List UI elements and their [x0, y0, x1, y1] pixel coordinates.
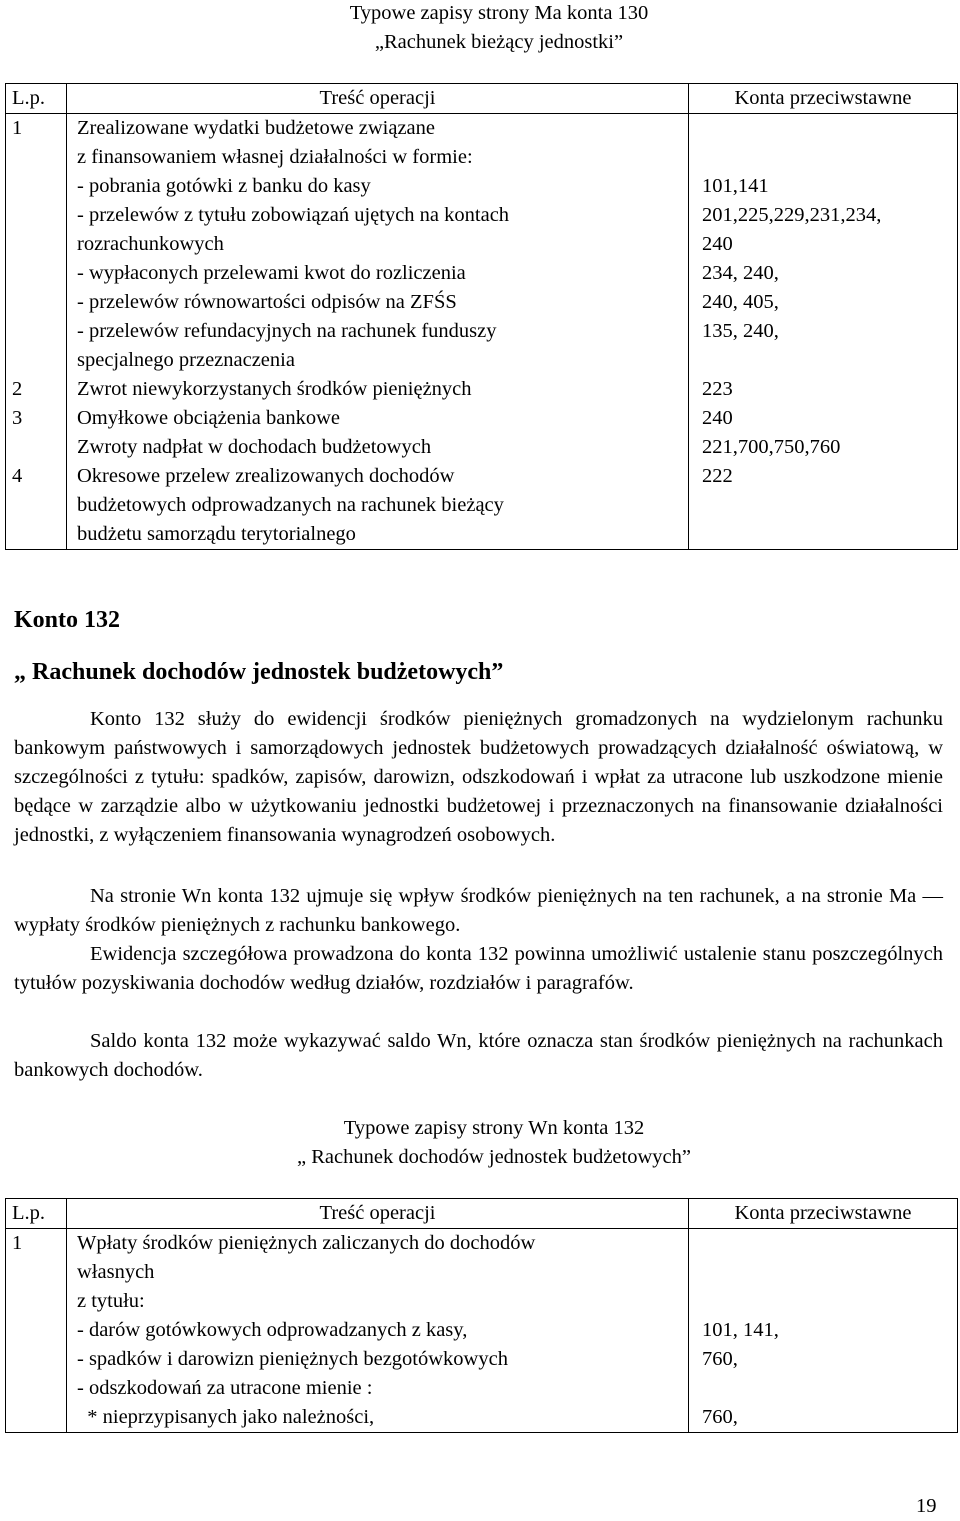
- operations-table-wn-132: [5, 1198, 958, 1433]
- operation-line: budżetowych odprowadzanych na rachunek bieżący: [77, 494, 504, 516]
- paragraph: Saldo konta 132 może wykazywać saldo Wn, które oznacza stan środków pieniężnych na rachunkach bankowych dochodów.: [14, 1030, 943, 1081]
- account-line: 240: [702, 233, 733, 255]
- account-line: 240: [702, 407, 733, 429]
- account-line: 221,700,750,760: [702, 436, 841, 458]
- operation-line: specjalnego przeznaczenia: [77, 349, 295, 371]
- section1-title-line2: „Rachunek bieżący jednostki”: [374, 31, 624, 53]
- account-line: 760,: [702, 1406, 738, 1428]
- lp-column: [6, 114, 67, 550]
- row-number: [12, 1258, 66, 1287]
- account-line: [702, 1258, 957, 1287]
- header-lp: L.p.: [6, 84, 67, 114]
- row-number: [12, 288, 66, 317]
- paragraph: Na stronie Wn konta 132 ujmuje się wpływ środków pieniężnych na ten rachunek, a na stronie Ma — wypłaty środków pieniężnych z rachunku bankowego.: [14, 885, 943, 936]
- operation-line: - przelewów z tytułu zobowiązań ujętych na kontach: [77, 204, 510, 226]
- header-content: Treść operacji: [67, 1199, 689, 1229]
- row-number: 1: [12, 1232, 23, 1254]
- row-number: [12, 491, 66, 520]
- row-number: [12, 1345, 66, 1374]
- operation-line: własnych: [77, 1261, 155, 1283]
- section1-title-line1: Typowe zapisy strony Ma konta 130: [349, 2, 649, 24]
- operation-line: budżetu samorządu terytorialnego: [77, 523, 356, 545]
- header-accounts: Konta przeciwstawne: [689, 84, 958, 114]
- account-line: 234, 240,: [702, 262, 779, 284]
- accounts-column: [689, 114, 958, 550]
- account-line: [702, 1374, 957, 1403]
- operations-table-ma-130: [5, 83, 958, 550]
- account-line: 101, 141,: [702, 1319, 779, 1341]
- account-line: [702, 346, 957, 375]
- account-line: 222: [702, 465, 733, 487]
- row-number: [12, 317, 66, 346]
- account-line: 760,: [702, 1348, 738, 1370]
- paragraph: Ewidencja szczegółowa prowadzona do konta 132 powinna umożliwić ustalenie stanu poszczególnych tytułów pozyskiwania dochodów według działów, rozdziałów i paragrafów.: [14, 943, 943, 994]
- paragraph: Konto 132 służy do ewidencji środków pieniężnych gromadzonych na wydzielonym rachunku bankowym państwowych i samorządowych jednostek budżetowych prowadzących działalność oświatową, w szczególności z tytułu: spadków, zapisów, darowizn, odszkodowań i wpłat za utracone lub uszkodzone mienie będące w zarządzie albo w użytkowaniu jednostki budżetowej i przeznaczonych na finansowanie działalności jednostki, z wyłączeniem finansowania wynagrodzeń osobowych.: [14, 708, 943, 846]
- table-header-row: [6, 84, 958, 114]
- header-content: Treść operacji: [67, 84, 689, 114]
- konto-heading: Konto 132: [14, 607, 121, 633]
- operation-line: - wypłaconych przelewami kwot do rozliczenia: [77, 262, 466, 284]
- operation-line: Zwroty nadpłat w dochodach budżetowych: [77, 436, 432, 458]
- operation-line: - spadków i darowizn pieniężnych bezgotówkowych: [77, 1348, 508, 1370]
- account-line: 201,225,229,231,234,: [702, 204, 882, 226]
- operation-line: z tytułu:: [77, 1290, 145, 1312]
- operation-line: - przelewów refundacyjnych na rachunek funduszy: [77, 320, 497, 342]
- row-number: [12, 143, 66, 172]
- table-row: [6, 1229, 958, 1433]
- row-number: 2: [12, 378, 23, 400]
- account-line: [702, 143, 957, 172]
- operation-line: Zrealizowane wydatki budżetowe związane: [77, 117, 435, 139]
- row-number: [12, 172, 66, 201]
- accounts-column: [689, 1229, 958, 1433]
- operation-line: Zwrot niewykorzystanych środków pieniężnych: [77, 378, 472, 400]
- row-number: [12, 1403, 66, 1432]
- operation-line: - pobrania gotówki z banku do kasy: [77, 175, 371, 197]
- account-line: [702, 520, 957, 549]
- header-lp: L.p.: [6, 1199, 67, 1229]
- section2-title: [0, 1114, 960, 1172]
- account-line: 101,141: [702, 175, 769, 197]
- account-line: 223: [702, 378, 733, 400]
- row-number: 3: [12, 407, 23, 429]
- row-number: [12, 230, 66, 259]
- operation-line: - darów gotówkowych odprowadzanych z kasy,: [77, 1319, 468, 1341]
- konto-subheading: „ Rachunek dochodów jednostek budżetowych”: [14, 659, 504, 685]
- header-accounts: Konta przeciwstawne: [689, 1199, 958, 1229]
- row-number: [12, 259, 66, 288]
- row-number: 4: [12, 465, 23, 487]
- account-line: 135, 240,: [702, 320, 779, 342]
- content-column: [67, 114, 689, 550]
- operation-line: Omyłkowe obciążenia bankowe: [77, 407, 340, 429]
- row-number: [12, 346, 66, 375]
- account-line: [702, 114, 957, 143]
- row-number: [12, 520, 66, 549]
- operation-line: * nieprzypisanych jako należności,: [77, 1406, 375, 1428]
- table-header-row: [6, 1199, 958, 1229]
- account-line: [702, 1229, 957, 1258]
- account-line: [702, 1287, 957, 1316]
- content-column: [67, 1229, 689, 1433]
- row-number: [12, 1316, 66, 1345]
- operation-line: rozrachunkowych: [77, 233, 224, 255]
- row-number: 1: [12, 117, 23, 139]
- lp-column: [6, 1229, 67, 1433]
- row-number: [12, 1374, 66, 1403]
- page-number: 19: [916, 1495, 937, 1517]
- section2-title-line1: Typowe zapisy strony Wn konta 132: [343, 1117, 645, 1139]
- table-row: [6, 114, 958, 550]
- row-number: [12, 201, 66, 230]
- operation-line: - przelewów równowartości odpisów na ZFŚS: [77, 291, 457, 313]
- row-number: [12, 433, 66, 462]
- account-line: 240, 405,: [702, 291, 779, 313]
- section1-title: [0, 0, 960, 57]
- account-line: [702, 491, 957, 520]
- operation-line: Okresowe przelew zrealizowanych dochodów: [77, 465, 455, 487]
- operation-line: - odszkodowań za utracone mienie :: [77, 1377, 373, 1399]
- section2-title-line2: „ Rachunek dochodów jednostek budżetowych”: [297, 1146, 691, 1168]
- operation-line: z finansowaniem własnej działalności w formie:: [77, 146, 473, 168]
- row-number: [12, 1287, 66, 1316]
- operation-line: Wpłaty środków pieniężnych zaliczanych do dochodów: [77, 1232, 536, 1254]
